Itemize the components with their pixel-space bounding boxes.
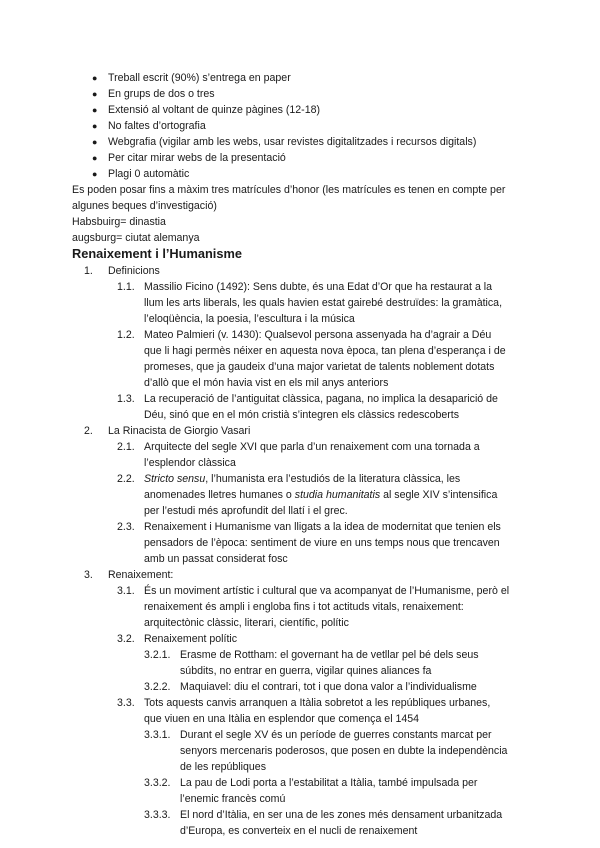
section-heading: Renaixement i l’Humanisme xyxy=(72,246,242,261)
outline-text-line: senyors mercenaris poderosos, que posen en dubte la independència xyxy=(180,745,508,757)
outline-text-line: Mateo Palmieri (v. 1430): Qualsevol persona assenyada ha d’agrair a Déu xyxy=(144,329,492,341)
outline-number: 2.1. xyxy=(117,441,135,453)
habsburg-note: Habsbuirg= dinastia xyxy=(72,216,166,228)
outline-number: 3.2. xyxy=(117,633,135,645)
outline-text-line: Erasme de Rottham: el governant ha de vetllar pel bé dels seus xyxy=(180,649,479,661)
list-item: En grups de dos o tres xyxy=(108,88,215,100)
outline-title: Renaixement polític xyxy=(144,633,238,645)
outline-text-line: d’Europa, es converteix en el nucli de renaixement xyxy=(180,825,418,837)
outline-number: 1.2. xyxy=(117,329,135,341)
italic-term: studia humanitatis xyxy=(294,489,381,501)
outline-number: 1.3. xyxy=(117,393,135,405)
outline-number: 3. xyxy=(84,569,93,581)
outline-text-line: La recuperació de l’antiguitat clàssica, pagana, no implica la desaparició de xyxy=(144,393,498,405)
outline-number: 3.3.2. xyxy=(144,777,171,789)
outline-text-line: Durant el segle XV és un període de guerres constants marcat per xyxy=(180,729,492,741)
outline-number: 3.1. xyxy=(117,585,135,597)
outline-number: 1. xyxy=(84,265,93,277)
outline-text-line: Tots aquests canvis arranquen a Itàlia sobretot a les repúbliques urbanes, xyxy=(144,697,491,709)
outline-number: 3.3.3. xyxy=(144,809,171,821)
outline-title: Renaixement: xyxy=(108,569,174,581)
outline-number: 1.1. xyxy=(117,281,135,293)
outline-text-line: que li hagi permès néixer en aquesta nova època, tan plena d’esperança i de xyxy=(144,345,506,357)
outline-title: La Rinacista de Giorgio Vasari xyxy=(108,425,251,437)
outline-number: 2.3. xyxy=(117,521,135,533)
outline-text-line: per l’estudi més aprofundit del llatí i el grec. xyxy=(144,505,348,517)
outline-text-line: El nord d’Itàlia, en ser una de les zones més densament urbanitzada xyxy=(180,809,503,821)
honor-paragraph-line: Es poden posar fins a màxim tres matrícules d’honor (les matrícules es tenen en compte per xyxy=(72,184,506,196)
outline-text-line: arquitectònic clàssic, literari, científic, polític xyxy=(144,617,349,629)
bullet-icon: ● xyxy=(92,137,98,147)
outline-number: 3.2.1. xyxy=(144,649,171,661)
outline-text-line: Déu, sinó que en el món cristià s’integren els clàssics redescoberts xyxy=(144,409,460,421)
outline-text-line: anomenades lletres humanes o studia humanitatis al segle XIV s’intensifica xyxy=(144,489,498,501)
outline-number: 3.2.2. xyxy=(144,681,171,693)
bullet-icon: ● xyxy=(92,121,98,131)
outline-number: 3.3.1. xyxy=(144,729,171,741)
augsburg-note: augsburg= ciutat alemanya xyxy=(72,232,200,244)
outline-text-line: Maquiavel: diu el contrari, tot i que dona valor a l’individualisme xyxy=(180,681,477,693)
bullet-icon: ● xyxy=(92,105,98,115)
list-item: Treball escrit (90%) s’entrega en paper xyxy=(108,72,291,84)
bullet-icon: ● xyxy=(92,89,98,99)
outline-number: 3.3. xyxy=(117,697,135,709)
italic-term: Stricto sensu xyxy=(144,473,206,485)
list-item: No faltes d’ortografia xyxy=(108,120,206,132)
outline-text-line: pensadors de l’època: sentiment de viure en uns temps nous que trencaven xyxy=(144,537,500,549)
outline-text-line: renaixement és ampli i engloba fins i tot actituds vitals, renaixement: xyxy=(144,601,464,613)
outline-text-line: Arquitecte del segle XVI que parla d’un renaixement com una tornada a xyxy=(144,441,480,453)
outline-text-line: Stricto sensu, l’humanista era l’estudiós de la literatura clàssica, les xyxy=(144,473,461,485)
list-item: Plagi 0 automàtic xyxy=(108,168,190,180)
list-item: Webgrafia (vigilar amb les webs, usar revistes digitalitzades i recursos digitals) xyxy=(108,136,477,148)
outline-number: 2. xyxy=(84,425,93,437)
outline-text-line: Massilio Ficino (1492): Sens dubte, és una Edat d’Or que ha restaurat a la xyxy=(144,281,493,293)
honor-paragraph-line: algunes beques d’investigació) xyxy=(72,200,217,212)
outline-text-line: Renaixement i Humanisme van lligats a la idea de modernitat que tenien els xyxy=(144,521,501,533)
list-item: Per citar mirar webs de la presentació xyxy=(108,152,286,164)
outline-text-line: l’enemic francès comú xyxy=(180,793,286,805)
outline-text-line: amb un passat considerat fosc xyxy=(144,553,288,565)
outline-text-line: llum les arts liberals, les quals havien estat gairebé destruïdes: la gramàtica, xyxy=(144,297,503,309)
outline-text-line: d’allò que el món havia vist en els mil anys anteriors xyxy=(144,377,389,389)
outline-text-line: de les repúbliques xyxy=(180,761,266,773)
outline-text-line: que viuen en una Itàlia en esplendor que comença el 1454 xyxy=(144,713,420,725)
outline-text-line: És un moviment artístic i cultural que va acompanyat de l’Humanisme, però el xyxy=(144,585,510,597)
outline-text-line: súbdits, no entrar en guerra, vigilar quines aliances fa xyxy=(180,665,432,677)
outline-number: 2.2. xyxy=(117,473,135,485)
outline-text-line: La pau de Lodi porta a l’estabilitat a Itàlia, també impulsada per xyxy=(180,777,478,789)
outline-title: Definicions xyxy=(108,265,160,277)
outline-text-line: l’eloqüència, la poesia, l’escultura i la música xyxy=(144,313,355,325)
bullet-icon: ● xyxy=(92,169,98,179)
list-item: Extensió al voltant de quinze pàgines (12-18) xyxy=(108,104,321,116)
bullet-icon: ● xyxy=(92,73,98,83)
outline-text-line: l’esplendor clàssica xyxy=(144,457,236,469)
outline-text-line: promeses, que ja gaudeix d’una major varietat de talents noblement dotats xyxy=(144,361,495,373)
bullet-icon: ● xyxy=(92,153,98,163)
